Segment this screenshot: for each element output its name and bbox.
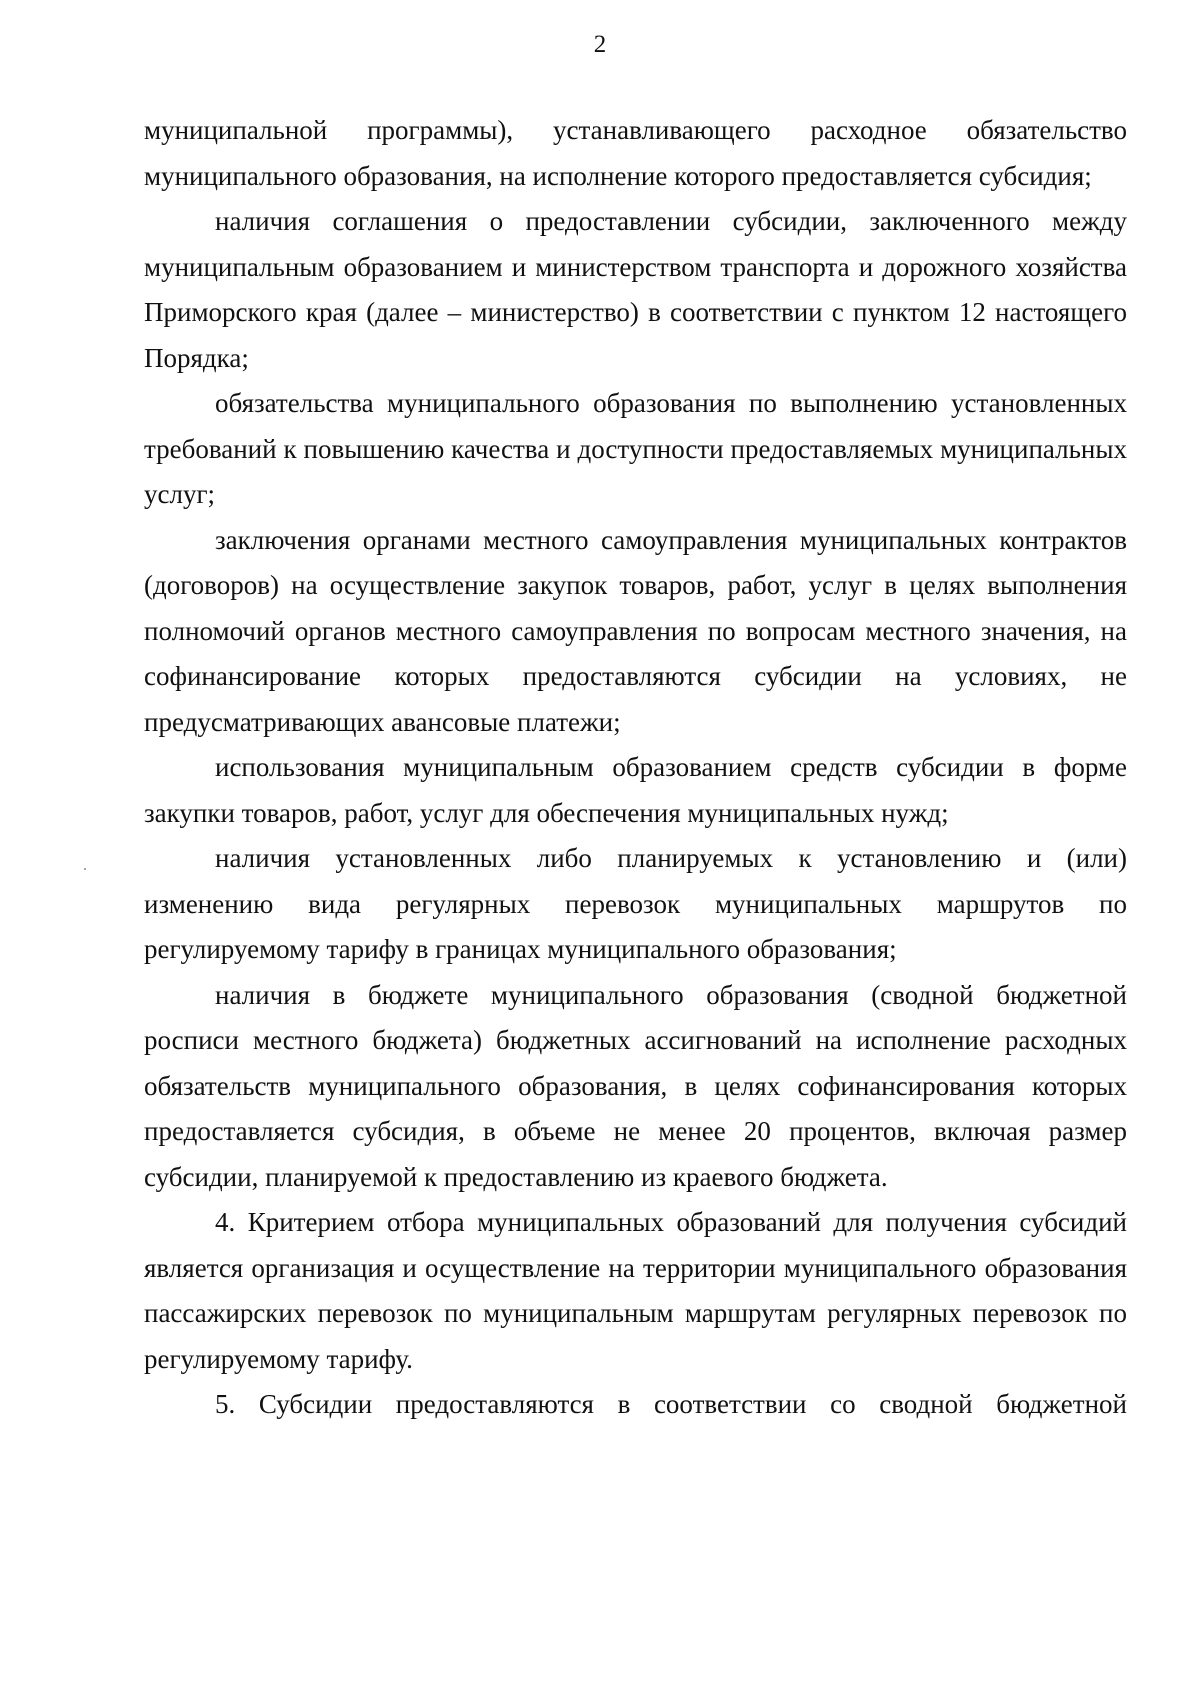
paragraph-item-4: 4. Критерием отбора муниципальных образований для получения субсидий является организация и осуществление на территории муниципального образования пассажирских перевозок по муниципальным маршрутам регулярных перевозок по регулируемому тарифу. — [144, 1207, 1127, 1374]
paragraph-use-of-funds: использования муниципальным образованием средств субсидии в форме закупки товаров, работ, услуг для обеспечения муниципальных нужд; — [144, 752, 1127, 828]
paragraph-item-5: 5. Субсидии предоставляются в соответствии со сводной бюджетной — [215, 1389, 1127, 1419]
document-body — [144, 108, 1127, 1428]
page-number: 2 — [593, 31, 607, 58]
paragraph-budget: наличия в бюджете муниципального образования (сводной бюджетной росписи местного бюджета) бюджетных ассигнований на исполнение расходных обязательств муниципального образования, в целях софинансирования которых предоставляется субсидия, в объеме не менее 20 процентов, включая размер субсидии, планируемой к предоставлению из краевого бюджета. — [144, 979, 1127, 1192]
scan-speck — [84, 868, 86, 870]
paragraph-continuation: муниципальной программы), устанавливающего расходное обязательство муниципального образования, на исполнение которого предоставляется субсидия; — [144, 115, 1127, 191]
paragraph-obligation: обязательства муниципального образования по выполнению установленных требований к повышению качества и доступности предоставляемых муниципальных услуг; — [144, 388, 1127, 509]
paragraph-contracts: заключения органами местного самоуправления муниципальных контрактов (договоров) на осуществление закупок товаров, работ, услуг в целях выполнения полномочий органов местного самоуправления по вопросам местного значения, на софинансирование которых предоставляются субсидии на условиях, не предусматривающих авансовые платежи; — [144, 524, 1127, 737]
paragraph-routes: наличия установленных либо планируемых к установлению и (или) изменению вида регулярных перевозок муниципальных маршрутов по регулируемому тарифу в границах муниципального образования; — [144, 843, 1127, 964]
paragraph-agreement: наличия соглашения о предоставлении субсидии, заключенного между муниципальным образованием и министерством транспорта и дорожного хозяйства Приморского края (далее – министерство) в соответствии с пунктом 12 настоящего Порядка; — [144, 206, 1127, 373]
